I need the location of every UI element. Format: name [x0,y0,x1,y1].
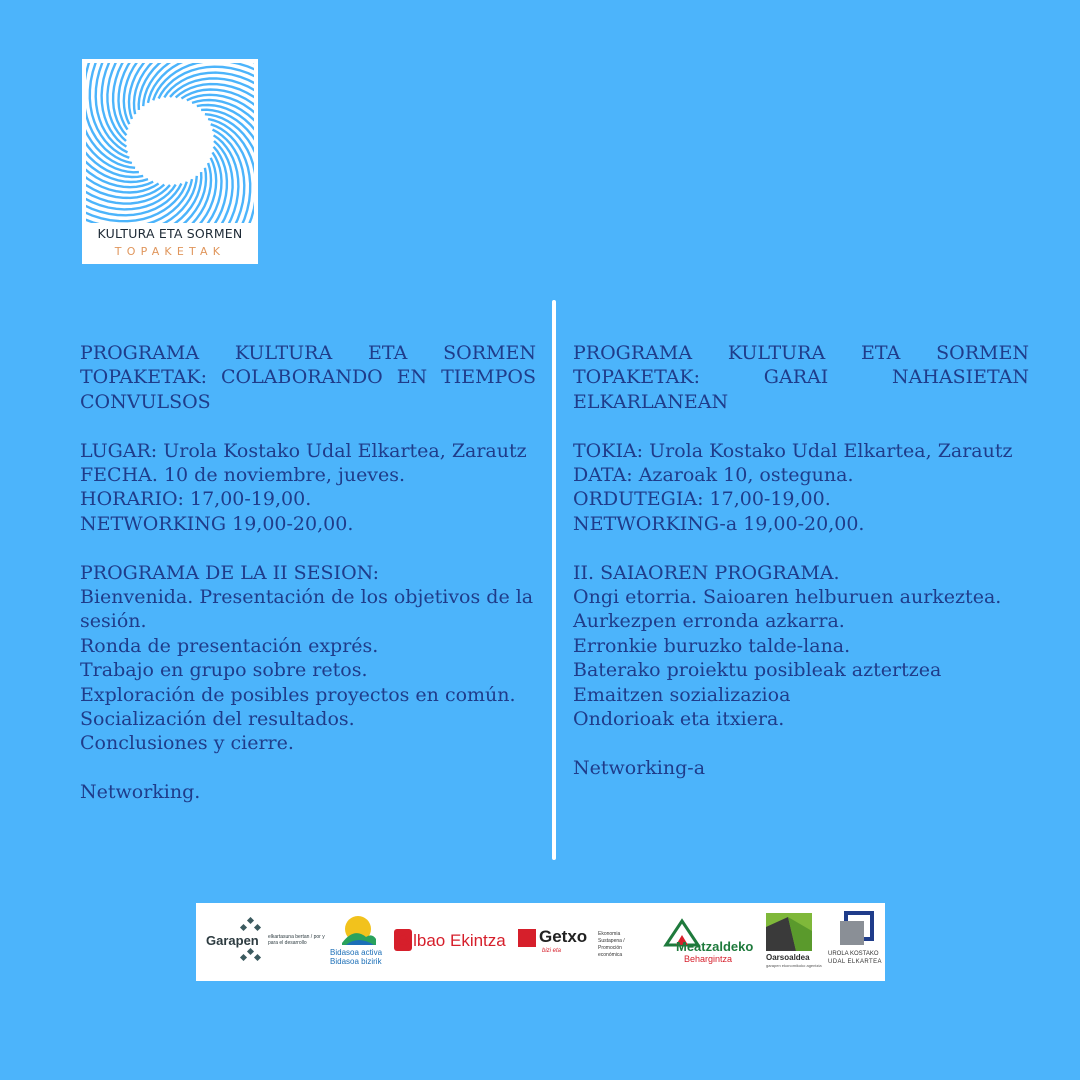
urola-line1: UROLA KOSTAKO [828,951,879,957]
bilbao-ekintza-name: Bilbao Ekintza [398,931,506,950]
meatzaldeko-logo [654,917,756,965]
logo-subtitle: TOPAKETAK [114,245,226,258]
urola-squares-icon [838,911,874,947]
program-item: Conclusiones y cierre. [80,732,294,755]
bilbao-ekintza-logo [394,929,512,953]
location-text: LUGAR: Urola Kostako Udal Elkartea, Zarautz [80,439,527,462]
program-item: Aurkezpen erronda azkarra. [573,610,845,633]
urola-kostako-logo [828,911,882,975]
getxo-name: Getxo [539,927,588,946]
meatzaldeko-sub: Behargintza [684,954,733,964]
garapen-name: Garapen [206,933,259,948]
program-item: Ondorioak eta itxiera. [573,708,785,731]
column-divider [552,300,556,860]
program-item: Erronkie buruzko talde-lana. [573,634,851,657]
oarsoaldea-blocks-icon [766,913,812,951]
oarsoaldea-sub: garapen ekonomikoko agentzia [766,963,822,968]
schedule-text: HORARIO: 17,00-19,00. [80,488,312,511]
urola-line2: UDAL ELKARTEA [828,959,882,965]
meatzaldeko-name: Meatzaldeko [676,939,754,954]
spanish-heading: PROGRAMA KULTURA ETA SORMEN TOPAKETAK: COLABORANDO EN TIEMPOS CONVULSOS [80,342,536,413]
program-title: PROGRAMA DE LA II SESION: [80,561,379,584]
networking-time-text: NETWORKING-a 19,00-20,00. [573,512,865,535]
oarsoaldea-logo [764,913,824,973]
basque-heading: PROGRAMA KULTURA ETA SORMEN TOPAKETAK: GARAI NAHASIETAN ELKARLANEAN [573,342,1029,413]
basque-details [573,439,1029,537]
bidasoa-hills-icon [336,915,380,947]
basque-program-column [573,341,1029,805]
program-item: Trabajo en grupo sobre retos. [80,659,368,682]
garapen-tagline: elkartasuna bertan / por y para el desarrollo [268,934,325,946]
date-text: DATA: Azaroak 10, osteguna. [573,464,854,487]
getxo-logo [518,927,646,961]
date-text: FECHA. 10 de noviembre, jueves. [80,464,406,487]
closing-text: Networking. [80,781,201,804]
program-item: Bienvenida. Presentación de los objetivos de la sesión. [80,586,534,633]
bidasoa-line2: Bidasoa bizirik [330,957,382,966]
closing-text: Networking-a [573,756,706,779]
networking-time-text: NETWORKING 19,00-20,00. [80,512,354,535]
oarsoaldea-name: Oarsoaldea [766,953,810,962]
schedule-text: ORDUTEGIA: 17,00-19,00. [573,488,831,511]
program-item: Emaitzen sozializazioa [573,683,791,706]
event-logo [82,59,258,264]
bidasoa-logo [330,915,390,971]
getxo-tag: bizi eta [542,948,562,954]
spanish-program-column [80,341,536,829]
bidasoa-line1: Bidasoa activa [330,948,383,957]
spanish-details [80,439,536,537]
logo-title: KULTURA ETA SORMEN [97,226,243,241]
program-title: II. SAIAOREN PROGRAMA. [573,561,840,584]
swirl-sun-icon [86,63,254,223]
getxo-desc: Ekonomia Sustapena / Promoción económica [598,931,625,958]
program-item: Baterako proiektu posibleak aztertzea [573,659,942,682]
program-item: Ronda de presentación exprés. [80,634,379,657]
basque-program [573,561,1029,732]
spanish-program [80,561,536,756]
getxo-square-icon [518,929,536,947]
program-item: Socialización del resultados. [80,708,355,731]
sponsor-logos-strip [196,903,885,981]
program-item: Ongi etorria. Saioaren helburuen aurkeztea. [573,586,1002,609]
garapen-logo [206,917,326,969]
program-item: Exploración de posibles proyectos en común. [80,683,516,706]
location-text: TOKIA: Urola Kostako Udal Elkartea, Zarautz [573,439,1013,462]
